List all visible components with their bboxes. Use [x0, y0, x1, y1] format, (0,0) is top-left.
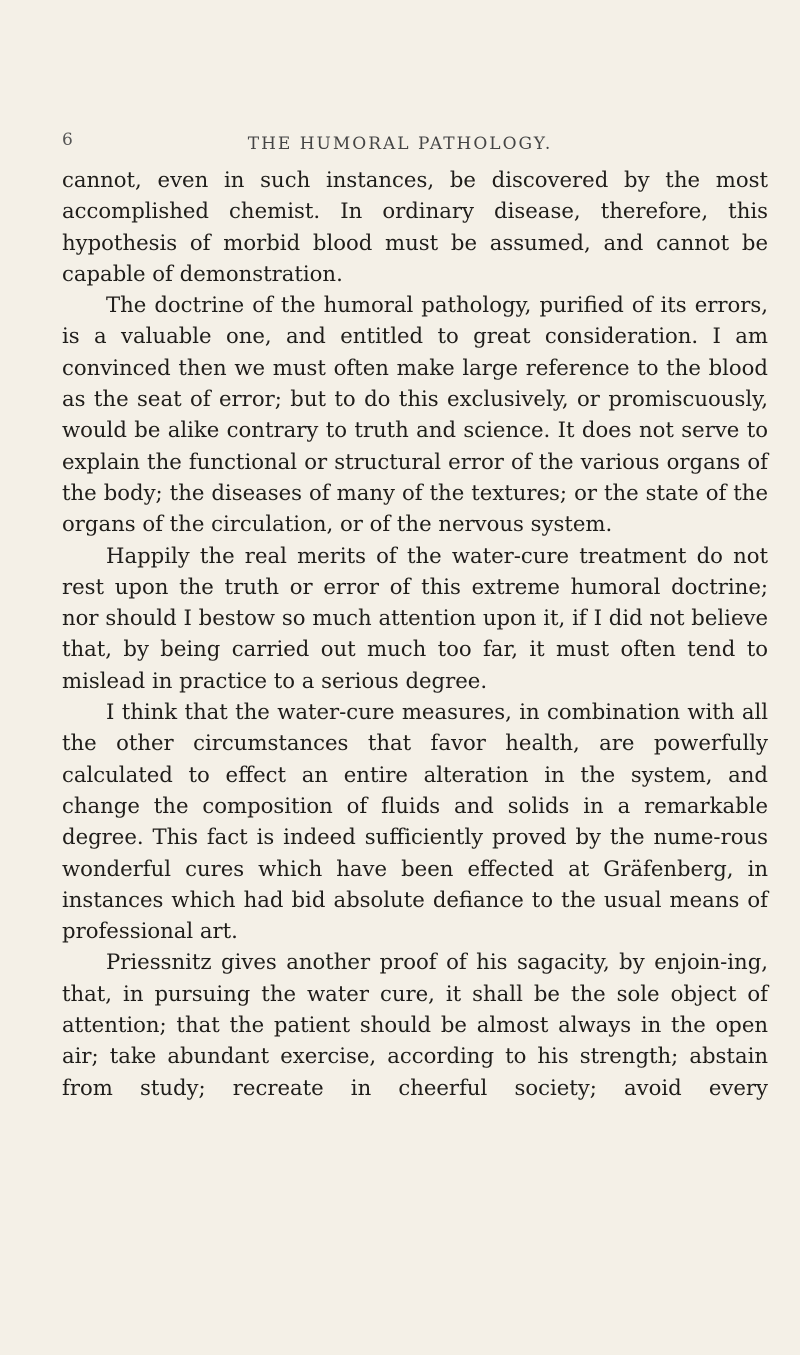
paragraph-1: cannot, even in such instances, be discovered by the most accomplished chemist. In ordinary disease, therefore, this hypothesis of morbid blood must be assumed, and cannot be capable of demonstration.	[62, 167, 768, 286]
running-head: THE HUMORAL PATHOLOGY.	[247, 134, 553, 154]
body-text	[62, 164, 768, 1103]
paragraph-4: I think that the water-cure measures, in combination with all the other circumstances that favor health, are powerfully calculated to effect an entire alteration in the system, and change the composition of fluids and solids in a remarkable degree. This fact is indeed sufficiently proved by the nume-rous wonderful cures which have been effected at Gräfenberg, in instances which had bid absolute defiance to the usual means of professional art.	[62, 699, 768, 944]
paragraph-2: The doctrine of the humoral pathology, purified of its errors, is a valuable one, and entitled to great consideration. I am convinced then we must often make large reference to the blood as the seat of error; but to do this exclusively, or promiscuously, would be alike contrary to truth and science. It does not serve to explain the functional or structural error of the various organs of the body; the diseases of many of the textures; or the state of the organs of the circulation, or of the nervous system.	[62, 292, 768, 537]
paragraph-3: Happily the real merits of the water-cure treatment do not rest upon the truth or error of this extreme humoral doctrine; nor should I bestow so much attention upon it, if I did not believe that, by being carried out much too far, it must often tend to mislead in practice to a serious degree.	[62, 542, 768, 693]
paragraph-5: Priessnitz gives another proof of his sagacity, by enjoin-ing, that, in pursuing the water cure, it shall be the sole object of attention; that the patient should be almost always in the open air; take abundant exercise, according to his strength; abstain from study; recreate in cheerful society; avoid every	[62, 949, 768, 1100]
page-number: 6	[62, 130, 73, 150]
